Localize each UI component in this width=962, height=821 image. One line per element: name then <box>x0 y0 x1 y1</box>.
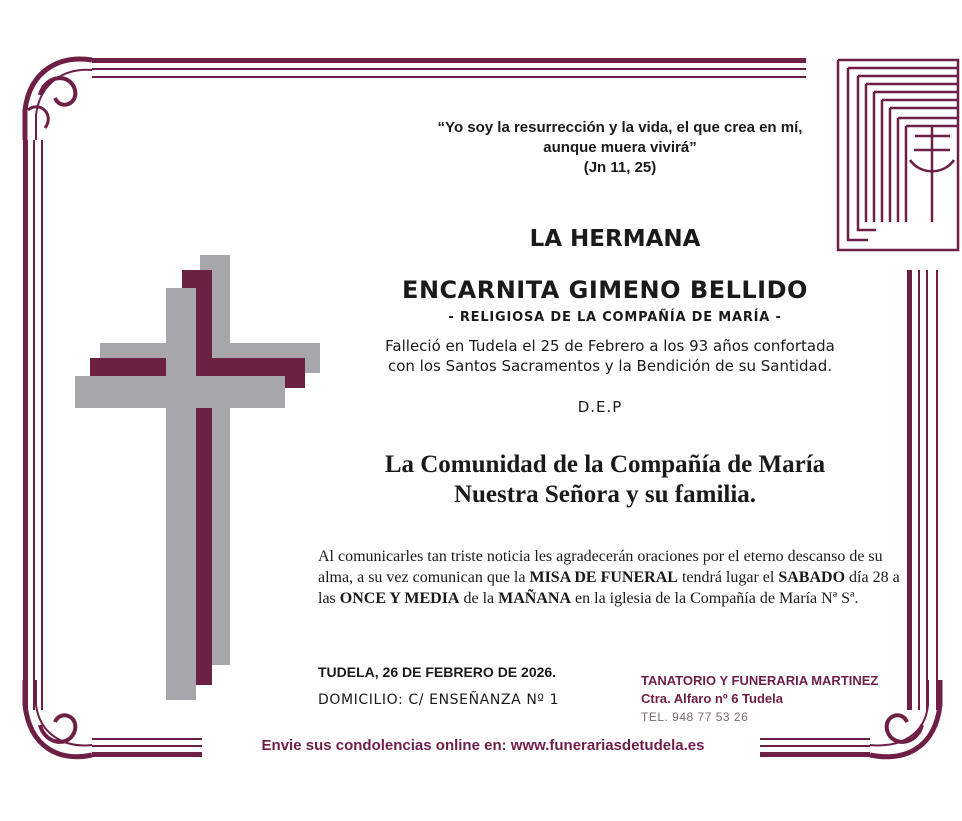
religious-order-subtitle: - RELIGIOSA DE LA COMPAÑÍA DE MARÍA - <box>448 310 782 325</box>
notice-title: LA HERMANA <box>529 226 701 252</box>
community-family <box>330 450 880 510</box>
announcement-text: día 28 a las <box>318 569 900 607</box>
cross-icon <box>70 250 330 710</box>
dep-text: D.E.P <box>577 398 623 416</box>
condolences-footer: Envie sus condolencias online en: www.funerariasdetudela.es <box>261 737 705 754</box>
announcement-text: Al comunicarles tan triste noticia les agradecerán oraciones por el eterno descanso de su alma, a su vez comunican que la <box>318 548 883 586</box>
announcement-text: en la iglesia de la Compañía de María Nª Sª. <box>571 590 859 607</box>
date-line: TUDELA, 26 DE FEBRERO DE 2026. <box>318 664 557 680</box>
deceased-name: ENCARNITA GIMENO BELLIDO <box>402 276 808 304</box>
death-notice-line-2: con los Santos Sacramentos y la Bendición de su Santidad. <box>387 357 833 375</box>
border-top-lines <box>92 58 806 78</box>
ornament-corner-icon <box>25 59 92 140</box>
mass-label: MISA DE FUNERAL <box>529 569 678 586</box>
quote-reference: (Jn 11, 25) <box>583 159 657 176</box>
announcement-text: de la <box>459 590 499 607</box>
funeral-home-phone: TEL. 948 77 53 26 <box>641 710 749 724</box>
border-left-lines <box>23 140 43 710</box>
home-address: DOMICILIO: C/ ENSEÑANZA Nº 1 <box>318 692 560 708</box>
quote-line-2: aunque muera vivirá” <box>543 139 697 156</box>
ornament-corner-icon <box>870 680 940 757</box>
time-label: ONCE Y MEDIA <box>339 590 460 607</box>
bible-quote <box>380 118 860 178</box>
death-notice-line-1: Falleció en Tudela el 25 de Febrero a los 93 años confortada <box>385 337 835 355</box>
announcement-text: tendrá lugar el <box>677 569 779 586</box>
funeral-announcement <box>318 546 918 609</box>
community-line-1: La Comunidad de la Compañía de María <box>384 451 826 478</box>
community-line-2: Nuestra Señora y su familia. <box>453 481 757 508</box>
period-label: MAÑANA <box>498 590 572 607</box>
border-right-lines <box>907 270 938 710</box>
funeral-home-name: TANATORIO Y FUNERARIA MARTINEZ <box>641 673 879 688</box>
death-notice <box>340 336 880 376</box>
quote-line-1: “Yo soy la resurrección y la vida, el que crea en mí, <box>437 119 803 136</box>
day-label: SABADO <box>778 569 846 586</box>
funeral-home-address: Ctra. Alfaro nº 6 Tudela <box>641 691 783 706</box>
